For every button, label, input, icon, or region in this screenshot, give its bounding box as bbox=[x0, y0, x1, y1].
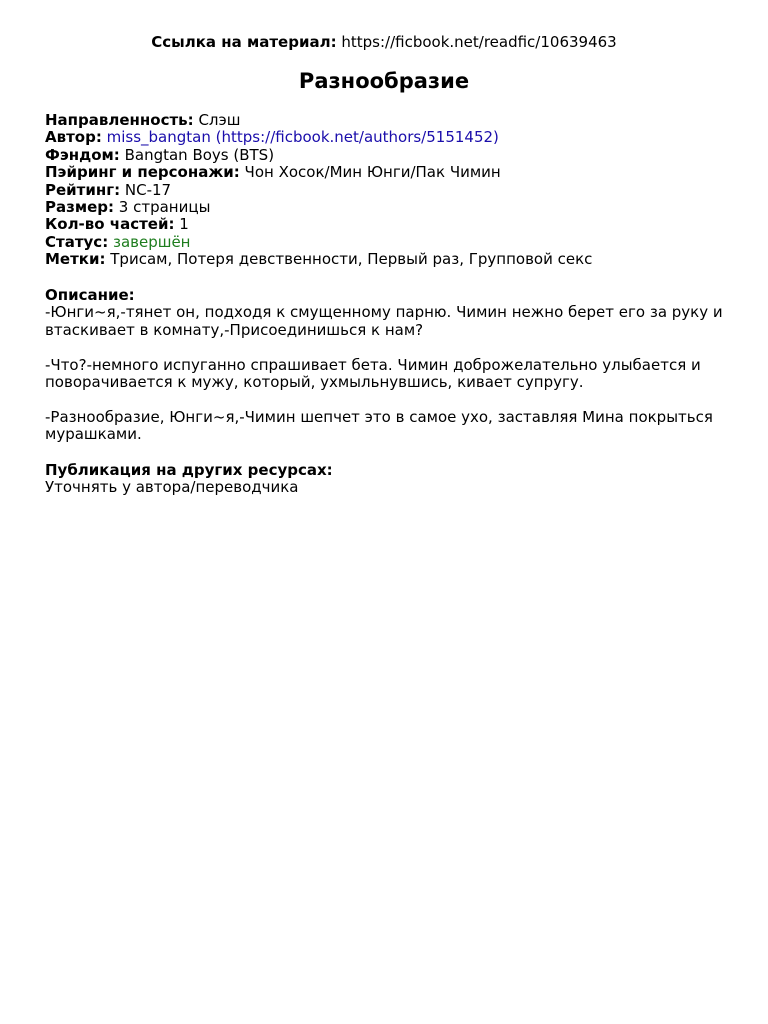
tags-label: Метки: bbox=[45, 250, 106, 269]
rating-row bbox=[45, 182, 725, 199]
size-label: Размер: bbox=[45, 198, 115, 217]
page-title: Разнообразие bbox=[298, 69, 470, 93]
tags-value: Трисам, Потеря девственности, Первый раз, Групповой секс bbox=[110, 250, 593, 269]
size-value: 3 страницы bbox=[118, 198, 211, 217]
source-line bbox=[0, 33, 768, 51]
parts-value: 1 bbox=[179, 215, 189, 234]
pairing-label: Пэйринг и персонажи: bbox=[45, 163, 240, 182]
status-value: завершён bbox=[112, 232, 191, 251]
publication-text: Уточнять у автора/переводчика bbox=[45, 478, 299, 497]
rating-label: Рейтинг: bbox=[45, 180, 121, 199]
source-url[interactable]: https://ficbook.net/readfic/10639463 bbox=[341, 33, 617, 51]
author-row bbox=[45, 129, 725, 146]
author-link[interactable]: miss_bangtan (https://ficbook.net/authors/5151452) bbox=[106, 128, 499, 147]
description-heading: Описание: bbox=[45, 286, 135, 304]
rating-value: NC-17 bbox=[124, 180, 172, 199]
fandom-row bbox=[45, 147, 725, 164]
description-paragraph: -Что?-немного испуганно спрашивает бета. Чимин доброжелательно улыбается и поворачивается к мужу, который, ухмыльнувшись, кивает супругу. bbox=[45, 355, 701, 392]
publication-heading: Публикация на других ресурсах: bbox=[45, 461, 333, 479]
fandom-value: Bangtan Boys (BTS) bbox=[124, 145, 275, 164]
parts-row bbox=[45, 216, 725, 233]
status-label: Статус: bbox=[45, 232, 109, 251]
description-section bbox=[45, 287, 730, 444]
description-paragraph: -Разнообразие, Юнги~я,-Чимин шепчет это в самое ухо, заставляя Мина покрыться мурашками. bbox=[45, 407, 713, 444]
pairing-value: Чон Хосок/Мин Юнги/Пак Чимин bbox=[244, 163, 501, 182]
source-label: Ссылка на материал: bbox=[151, 33, 337, 51]
description-paragraph: -Юнги~я,-тянет он, подходя к смущенному парню. Чимин нежно берет его за руку и втаскивает в комнату,-Присоединишься к нам? bbox=[45, 303, 723, 339]
parts-label: Кол-во частей: bbox=[45, 215, 175, 234]
direction-label: Направленность: bbox=[45, 111, 194, 129]
author-label: Автор: bbox=[45, 128, 102, 147]
publication-section bbox=[45, 462, 730, 497]
pairing-row bbox=[45, 164, 725, 181]
fandom-label: Фэндом: bbox=[45, 145, 120, 164]
size-row bbox=[45, 199, 725, 216]
status-row bbox=[45, 234, 725, 251]
direction-row bbox=[45, 112, 725, 129]
direction-value: Слэш bbox=[198, 111, 241, 129]
metadata-block bbox=[45, 112, 725, 269]
tags-row bbox=[45, 251, 725, 268]
